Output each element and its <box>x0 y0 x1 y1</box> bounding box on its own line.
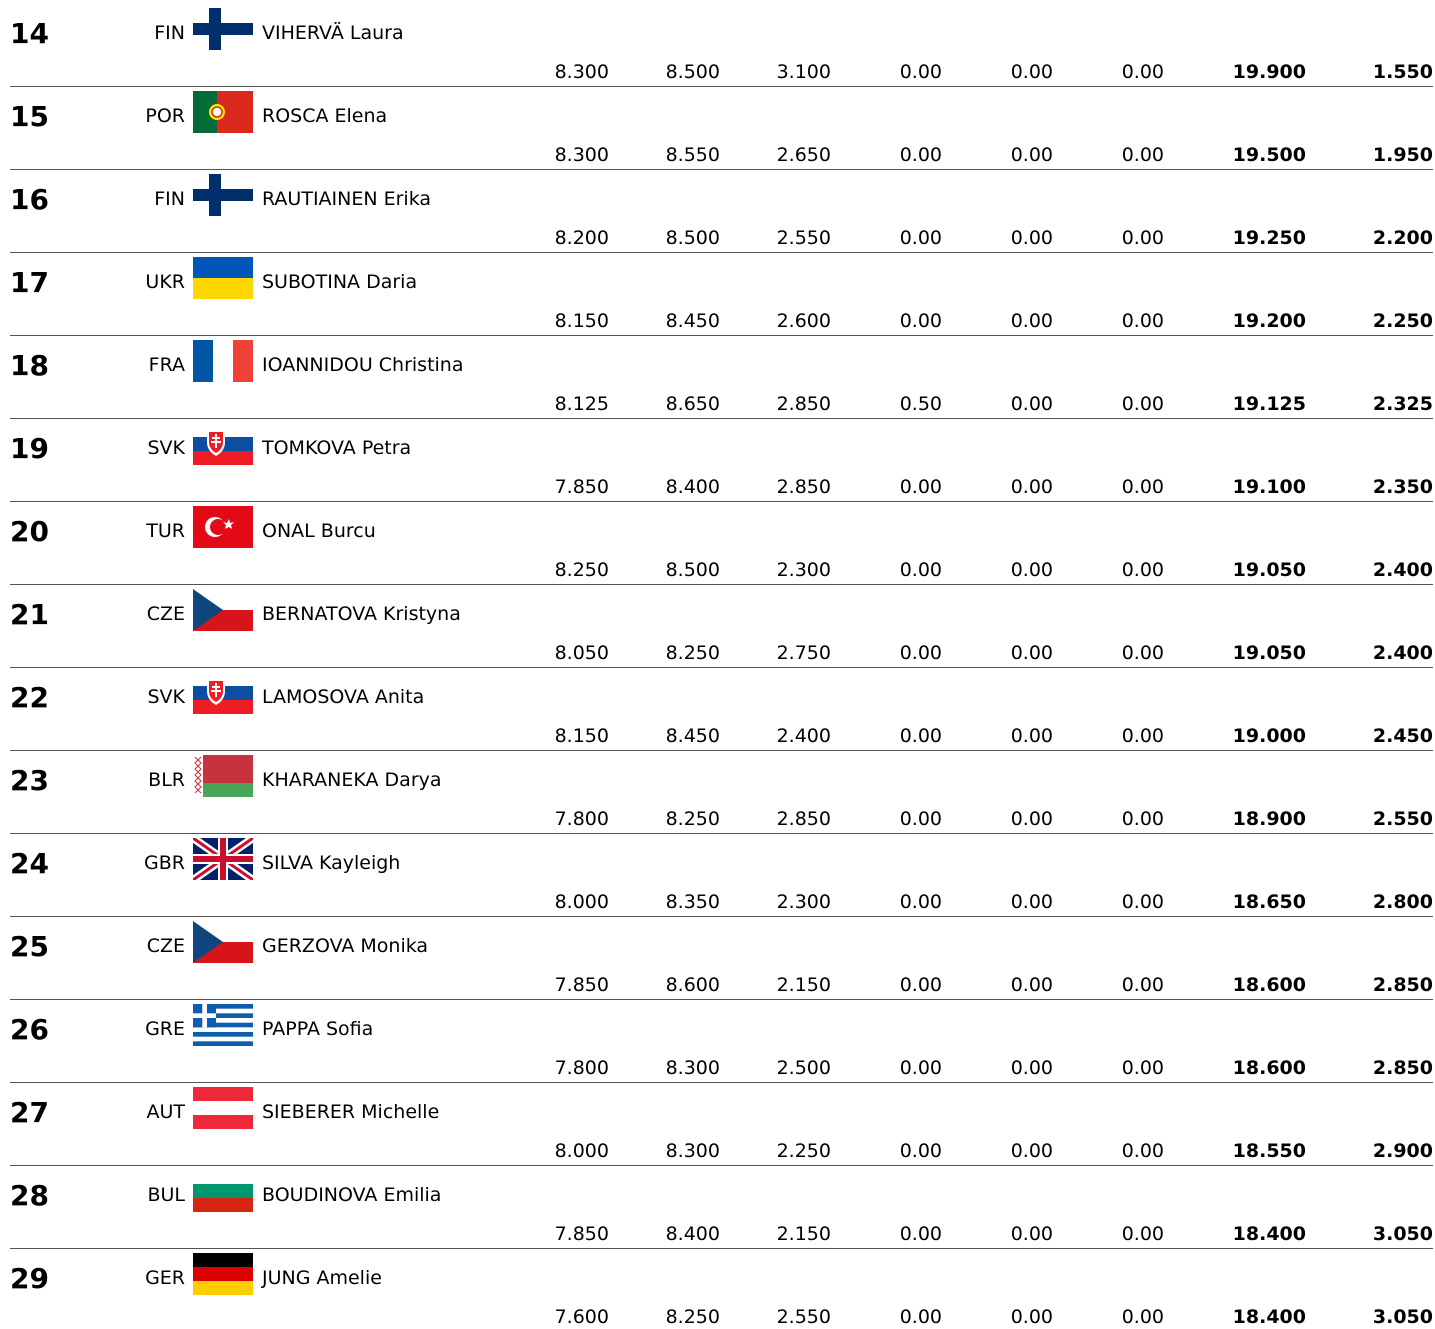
score-s6: 0.00 <box>1121 725 1164 747</box>
rank: 22 <box>10 681 49 714</box>
athlete-name: TOMKOVA Petra <box>262 437 412 459</box>
finland-flag <box>193 8 253 50</box>
score-s1: 8.000 <box>554 891 609 913</box>
nation-code: GER <box>145 1267 185 1289</box>
score-s3: 2.850 <box>776 393 831 415</box>
score-gap: 2.850 <box>1372 974 1433 996</box>
score-s6: 0.00 <box>1121 891 1164 913</box>
score-total: 19.500 <box>1232 144 1306 166</box>
score-s4: 0.00 <box>899 144 942 166</box>
score-s1: 8.150 <box>554 725 609 747</box>
score-s5: 0.00 <box>1010 725 1053 747</box>
rank: 23 <box>10 764 49 797</box>
athlete-name: BERNATOVA Kristyna <box>262 603 461 625</box>
score-s3: 2.650 <box>776 144 831 166</box>
score-s3: 2.750 <box>776 642 831 664</box>
turkey-flag <box>193 506 253 548</box>
athlete-name: ONAL Burcu <box>262 520 376 542</box>
result-row <box>0 249 1435 332</box>
score-s5: 0.00 <box>1010 310 1053 332</box>
score-s4: 0.00 <box>899 227 942 249</box>
score-gap: 2.550 <box>1372 808 1433 830</box>
czech-flag <box>193 921 253 963</box>
score-s1: 8.300 <box>554 61 609 83</box>
score-s6: 0.00 <box>1121 1057 1164 1079</box>
score-s6: 0.00 <box>1121 1223 1164 1245</box>
score-s2: 8.600 <box>665 974 720 996</box>
nation-code: BUL <box>147 1184 185 1206</box>
score-s4: 0.00 <box>899 61 942 83</box>
score-total: 18.400 <box>1232 1223 1306 1245</box>
score-s5: 0.00 <box>1010 891 1053 913</box>
rank: 19 <box>10 432 49 465</box>
score-total: 18.900 <box>1232 808 1306 830</box>
score-s5: 0.00 <box>1010 808 1053 830</box>
score-s3: 2.850 <box>776 808 831 830</box>
athlete-name: LAMOSOVA Anita <box>262 686 425 708</box>
score-s3: 2.500 <box>776 1057 831 1079</box>
score-s2: 8.250 <box>665 642 720 664</box>
athlete-name: KHARANEKA Darya <box>262 769 442 791</box>
score-s1: 7.850 <box>554 974 609 996</box>
score-s6: 0.00 <box>1121 393 1164 415</box>
nation-code: FRA <box>148 354 185 376</box>
score-gap: 1.550 <box>1372 61 1433 83</box>
nation-code: FIN <box>154 22 185 44</box>
portugal-flag <box>193 91 253 133</box>
score-s2: 8.300 <box>665 1140 720 1162</box>
score-s6: 0.00 <box>1121 61 1164 83</box>
score-s2: 8.500 <box>665 61 720 83</box>
score-s3: 2.150 <box>776 974 831 996</box>
score-s2: 8.300 <box>665 1057 720 1079</box>
score-s4: 0.00 <box>899 310 942 332</box>
score-s6: 0.00 <box>1121 974 1164 996</box>
score-total: 19.050 <box>1232 559 1306 581</box>
rank: 14 <box>10 17 49 50</box>
score-s6: 0.00 <box>1121 559 1164 581</box>
score-s3: 2.850 <box>776 476 831 498</box>
finland-flag <box>193 174 253 216</box>
score-s2: 8.350 <box>665 891 720 913</box>
score-s5: 0.00 <box>1010 476 1053 498</box>
result-row <box>0 996 1435 1079</box>
rank: 27 <box>10 1096 49 1129</box>
result-row <box>0 830 1435 913</box>
belarus-flag <box>193 755 253 797</box>
score-total: 18.600 <box>1232 974 1306 996</box>
score-s4: 0.00 <box>899 1057 942 1079</box>
score-s5: 0.00 <box>1010 1140 1053 1162</box>
rank: 18 <box>10 349 49 382</box>
score-s4: 0.00 <box>899 808 942 830</box>
score-s1: 7.850 <box>554 1223 609 1245</box>
score-s3: 2.600 <box>776 310 831 332</box>
score-s6: 0.00 <box>1121 310 1164 332</box>
score-s1: 7.800 <box>554 808 609 830</box>
score-s2: 8.500 <box>665 227 720 249</box>
score-s2: 8.400 <box>665 1223 720 1245</box>
czech-flag <box>193 589 253 631</box>
score-s4: 0.00 <box>899 642 942 664</box>
score-s4: 0.00 <box>899 1306 942 1328</box>
nation-code: SVK <box>147 686 185 708</box>
score-total: 18.600 <box>1232 1057 1306 1079</box>
score-s4: 0.00 <box>899 974 942 996</box>
slovakia-flag <box>193 672 253 714</box>
score-s3: 2.550 <box>776 1306 831 1328</box>
result-row <box>0 415 1435 498</box>
nation-code: SVK <box>147 437 185 459</box>
score-s1: 8.000 <box>554 1140 609 1162</box>
athlete-name: ROSCA Elena <box>262 105 388 127</box>
score-s3: 2.300 <box>776 891 831 913</box>
score-gap: 3.050 <box>1372 1223 1433 1245</box>
result-row <box>0 913 1435 996</box>
slovakia-flag <box>193 423 253 465</box>
rank: 16 <box>10 183 49 216</box>
athlete-name: SILVA Kayleigh <box>262 852 401 874</box>
result-row <box>0 747 1435 830</box>
score-gap: 2.325 <box>1372 393 1433 415</box>
score-total: 19.200 <box>1232 310 1306 332</box>
score-s4: 0.00 <box>899 1223 942 1245</box>
nation-code: BLR <box>148 769 185 791</box>
score-s3: 2.150 <box>776 1223 831 1245</box>
result-row <box>0 664 1435 747</box>
result-row <box>0 166 1435 249</box>
germany-flag <box>193 1253 253 1295</box>
score-s2: 8.250 <box>665 1306 720 1328</box>
score-s1: 8.050 <box>554 642 609 664</box>
rank: 26 <box>10 1013 49 1046</box>
score-s4: 0.00 <box>899 725 942 747</box>
score-s3: 2.400 <box>776 725 831 747</box>
nation-code: CZE <box>146 603 185 625</box>
score-s1: 8.250 <box>554 559 609 581</box>
score-total: 19.900 <box>1232 61 1306 83</box>
score-gap: 2.200 <box>1372 227 1433 249</box>
score-gap: 2.400 <box>1372 559 1433 581</box>
score-total: 19.050 <box>1232 642 1306 664</box>
score-s5: 0.00 <box>1010 642 1053 664</box>
score-s5: 0.00 <box>1010 393 1053 415</box>
score-s4: 0.00 <box>899 1140 942 1162</box>
rank: 28 <box>10 1179 49 1212</box>
rank: 15 <box>10 100 49 133</box>
athlete-name: IOANNIDOU Christina <box>262 354 464 376</box>
score-s3: 3.100 <box>776 61 831 83</box>
score-s6: 0.00 <box>1121 642 1164 664</box>
score-s1: 8.300 <box>554 144 609 166</box>
score-s5: 0.00 <box>1010 61 1053 83</box>
athlete-name: JUNG Amelie <box>262 1267 382 1289</box>
score-s2: 8.550 <box>665 144 720 166</box>
score-s2: 8.650 <box>665 393 720 415</box>
nation-code: GBR <box>144 852 185 874</box>
score-total: 18.650 <box>1232 891 1306 913</box>
athlete-name: RAUTIAINEN Erika <box>262 188 432 210</box>
score-total: 18.550 <box>1232 1140 1306 1162</box>
score-s1: 7.850 <box>554 476 609 498</box>
score-s6: 0.00 <box>1121 144 1164 166</box>
score-gap: 2.250 <box>1372 310 1433 332</box>
score-s2: 8.500 <box>665 559 720 581</box>
result-row <box>0 1162 1435 1245</box>
france-flag <box>193 340 253 382</box>
nation-code: GRE <box>145 1018 185 1040</box>
result-row <box>0 498 1435 581</box>
austria-flag <box>193 1087 253 1129</box>
nation-code: POR <box>145 105 185 127</box>
athlete-name: SUBOTINA Daria <box>262 271 418 293</box>
score-s5: 0.00 <box>1010 1223 1053 1245</box>
rank: 25 <box>10 930 49 963</box>
score-s5: 0.00 <box>1010 144 1053 166</box>
athlete-name: PAPPA Sofia <box>262 1018 374 1040</box>
rank: 29 <box>10 1262 49 1295</box>
score-s3: 2.550 <box>776 227 831 249</box>
score-s4: 0.00 <box>899 476 942 498</box>
score-total: 19.100 <box>1232 476 1306 498</box>
score-s1: 8.200 <box>554 227 609 249</box>
nation-code: TUR <box>146 520 185 542</box>
ukraine-flag <box>193 257 253 299</box>
nation-code: FIN <box>154 188 185 210</box>
rank: 24 <box>10 847 49 880</box>
score-s6: 0.00 <box>1121 227 1164 249</box>
score-gap: 2.400 <box>1372 642 1433 664</box>
score-s1: 8.150 <box>554 310 609 332</box>
score-s6: 0.00 <box>1121 1306 1164 1328</box>
score-gap: 2.350 <box>1372 476 1433 498</box>
score-s1: 7.800 <box>554 1057 609 1079</box>
nation-code: AUT <box>146 1101 185 1123</box>
score-s5: 0.00 <box>1010 974 1053 996</box>
result-row <box>0 332 1435 415</box>
nation-code: UKR <box>145 271 185 293</box>
rank: 17 <box>10 266 49 299</box>
score-gap: 2.850 <box>1372 1057 1433 1079</box>
score-s5: 0.00 <box>1010 1306 1053 1328</box>
score-s3: 2.250 <box>776 1140 831 1162</box>
uk-flag <box>193 838 253 880</box>
score-gap: 1.950 <box>1372 144 1433 166</box>
score-s6: 0.00 <box>1121 1140 1164 1162</box>
result-row <box>0 581 1435 664</box>
score-s1: 7.600 <box>554 1306 609 1328</box>
result-row <box>0 0 1435 83</box>
score-s2: 8.450 <box>665 310 720 332</box>
score-s5: 0.00 <box>1010 1057 1053 1079</box>
score-s3: 2.300 <box>776 559 831 581</box>
score-s2: 8.450 <box>665 725 720 747</box>
result-row <box>0 1079 1435 1162</box>
nation-code: CZE <box>146 935 185 957</box>
score-s2: 8.400 <box>665 476 720 498</box>
score-s4: 0.00 <box>899 891 942 913</box>
score-gap: 2.900 <box>1372 1140 1433 1162</box>
score-total: 19.250 <box>1232 227 1306 249</box>
score-total: 18.400 <box>1232 1306 1306 1328</box>
score-s4: 0.00 <box>899 559 942 581</box>
score-s5: 0.00 <box>1010 227 1053 249</box>
score-total: 19.000 <box>1232 725 1306 747</box>
rank: 20 <box>10 515 49 548</box>
result-row <box>0 83 1435 166</box>
score-s6: 0.00 <box>1121 476 1164 498</box>
score-s1: 8.125 <box>554 393 609 415</box>
athlete-name: VIHERVÄ Laura <box>262 22 404 44</box>
score-s2: 8.250 <box>665 808 720 830</box>
score-gap: 2.450 <box>1372 725 1433 747</box>
score-total: 19.125 <box>1232 393 1306 415</box>
score-s6: 0.00 <box>1121 808 1164 830</box>
athlete-name: GERZOVA Monika <box>262 935 429 957</box>
athlete-name: SIEBERER Michelle <box>262 1101 440 1123</box>
score-gap: 2.800 <box>1372 891 1433 913</box>
greece-flag <box>193 1004 253 1046</box>
result-row <box>0 1245 1435 1328</box>
bulgaria-flag <box>193 1170 253 1212</box>
score-s5: 0.00 <box>1010 559 1053 581</box>
score-s4: 0.50 <box>899 393 942 415</box>
score-gap: 3.050 <box>1372 1306 1433 1328</box>
athlete-name: BOUDINOVA Emilia <box>262 1184 442 1206</box>
rank: 21 <box>10 598 49 631</box>
